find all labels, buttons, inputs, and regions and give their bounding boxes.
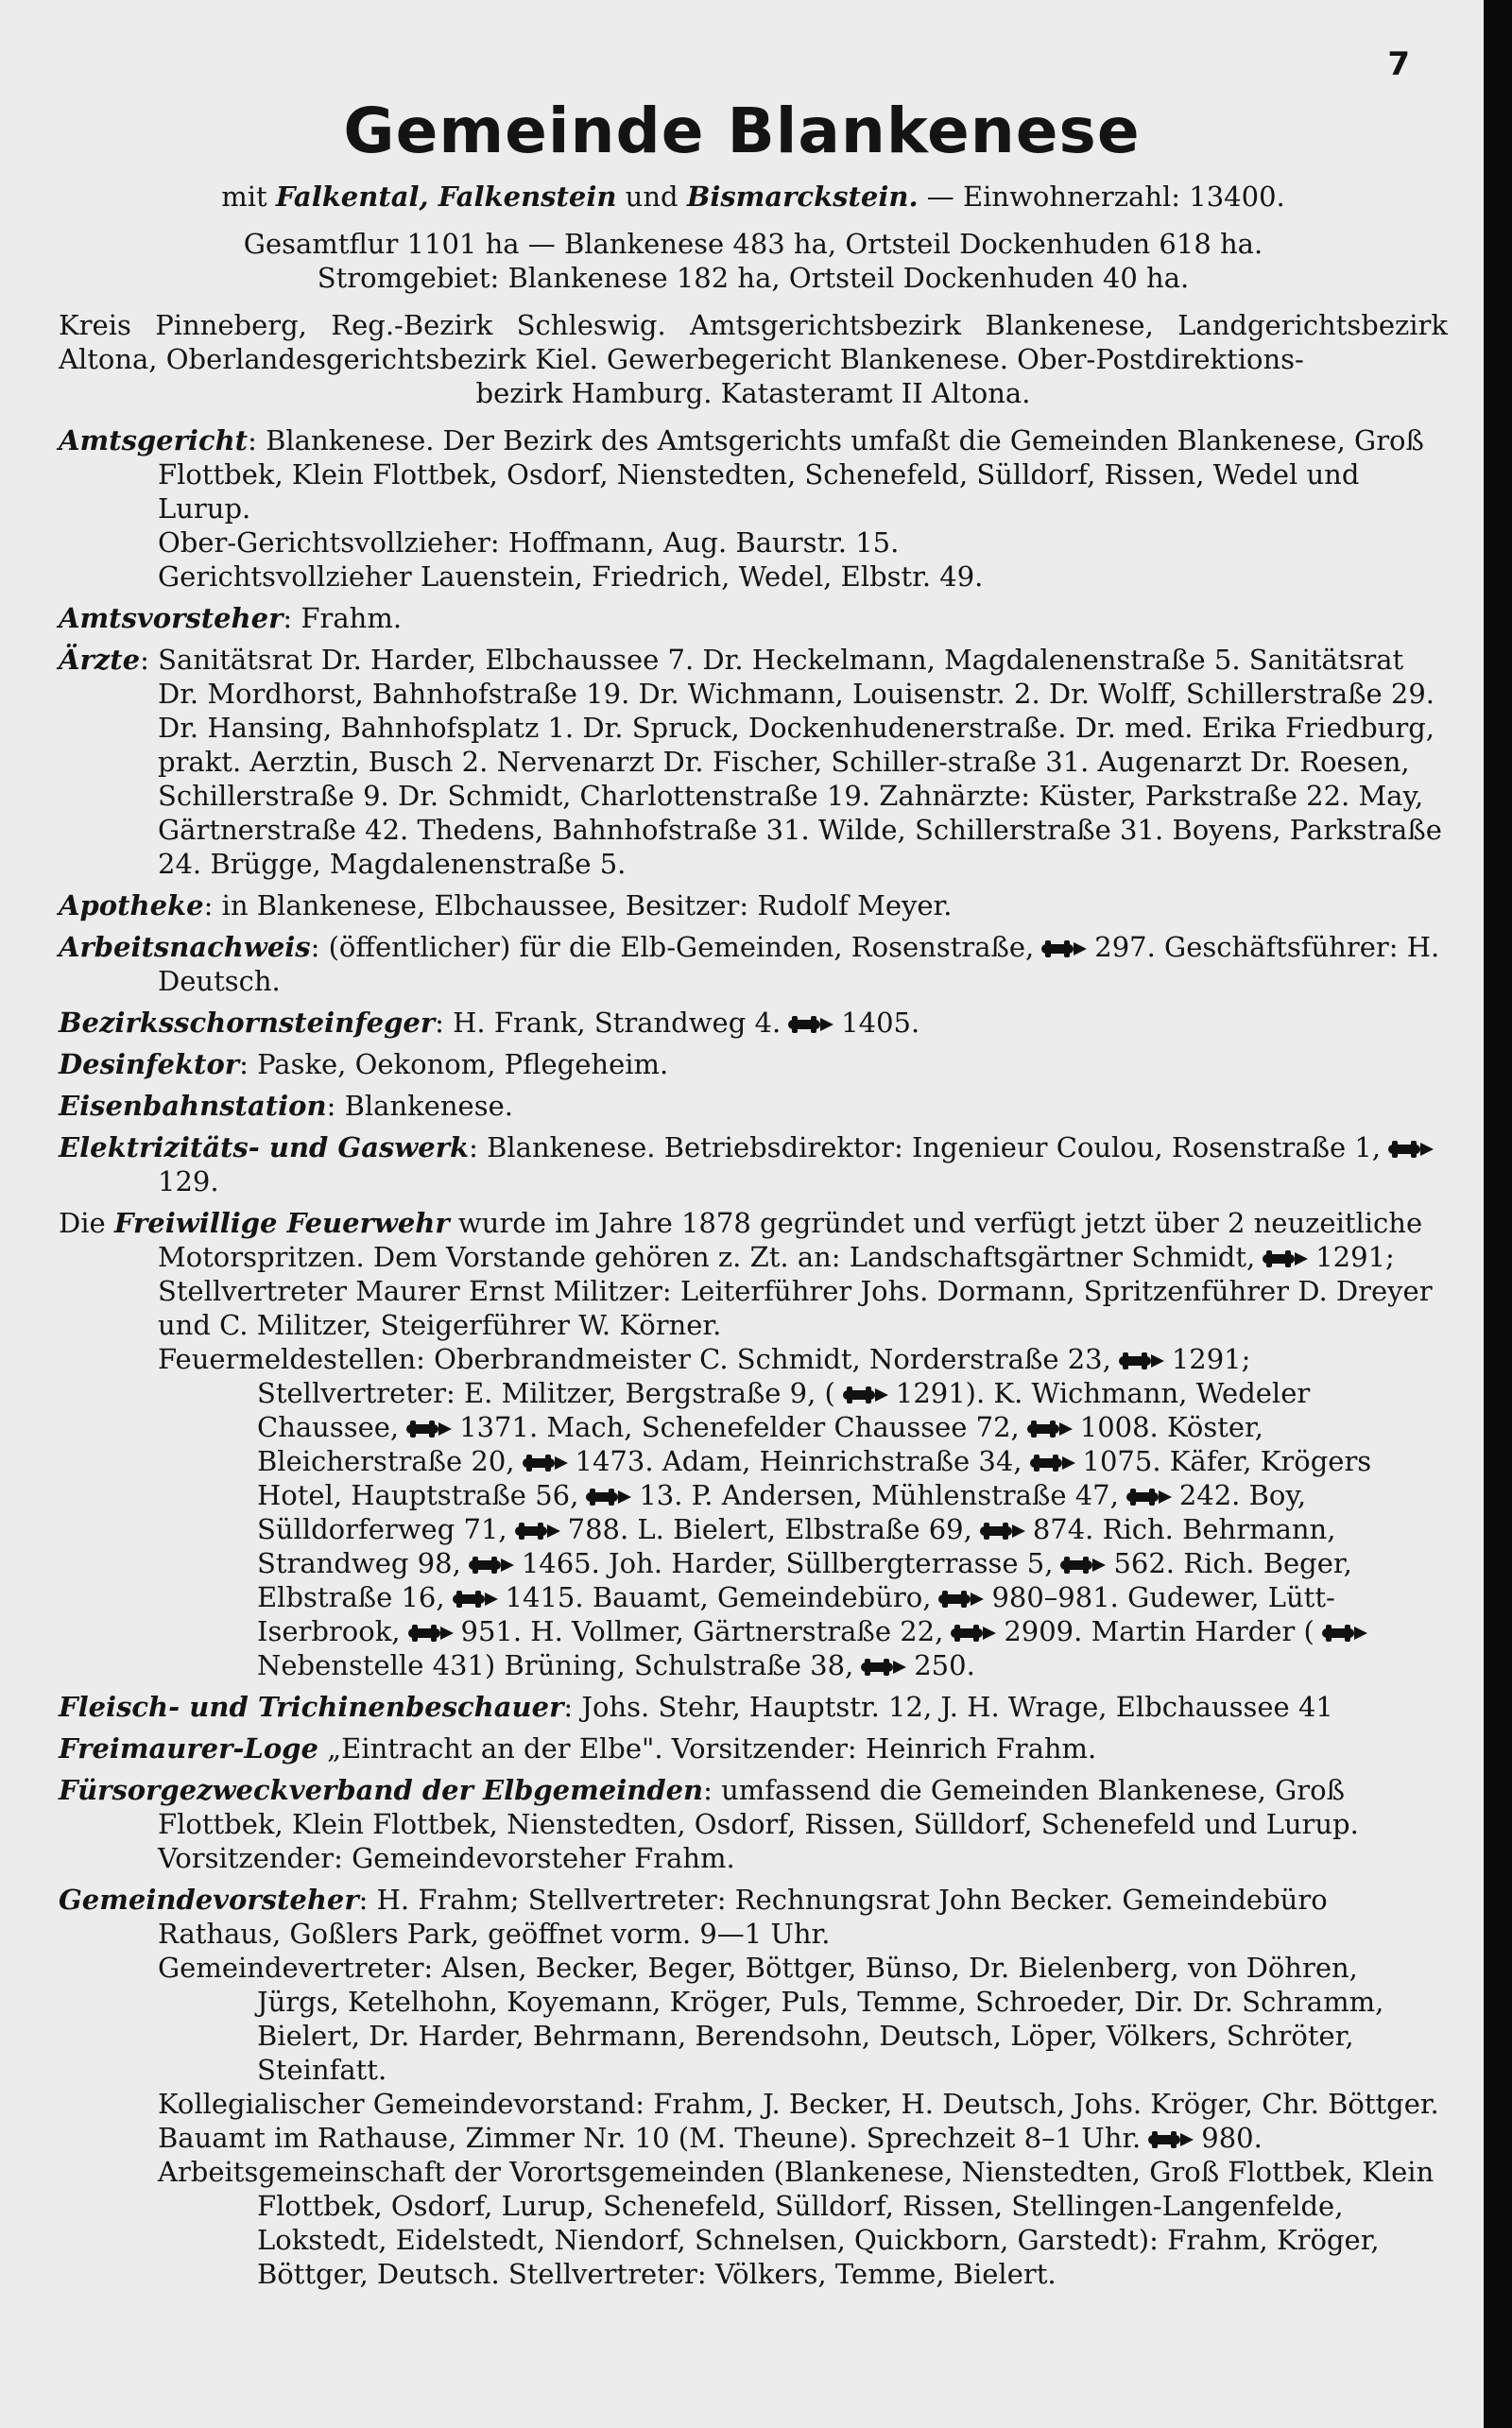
entry-feuermeldestellen — [59, 1342, 1448, 1682]
subtitle-rest: — Einwohnerzahl: 13400. — [918, 181, 1285, 213]
feuermelde-text: Feuermeldestellen: Oberbrandmeister C. Schmidt, Norderstraße 23, — [158, 1343, 1111, 1375]
feuermelde-text: 250. — [914, 1649, 975, 1681]
feuermelde-text: Nebenstelle 431) Brüning, Schulstraße 38, — [257, 1649, 854, 1681]
text-arbeitsnachweis-2: 297. Geschäftsführer: H. Deutsch. — [158, 931, 1440, 997]
telephone-icon — [521, 1454, 570, 1472]
amtsgericht-gv: Gerichtsvollzieher Lauenstein, Friedrich, Wedel, Elbstr. 49. — [158, 560, 984, 593]
subtitle-und: und — [616, 181, 687, 213]
text-feuerwehr-pre: Die — [59, 1207, 114, 1239]
feuermelde-text: 951. H. Vollmer, Gärtnerstraße 22, — [460, 1615, 944, 1647]
subtitle-bismarck: Bismarckstein. — [686, 181, 919, 213]
label-desinfektor: Desinfektor — [59, 1048, 240, 1080]
flur-line2: Stromgebiet: Blankenese 182 ha, Ortsteil Dockenhuden 40 ha. — [317, 262, 1190, 294]
telephone-icon — [1125, 1488, 1174, 1507]
text-desinfektor: : Paske, Oekonom, Pflegeheim. — [239, 1048, 669, 1080]
text-loge: „Eintracht an der Elbe". Vorsitzender: Heinrich Frahm. — [318, 1732, 1097, 1765]
telephone-icon — [1025, 1420, 1074, 1438]
telephone-icon — [978, 1522, 1027, 1541]
arbeitsgemeinschaft: Arbeitsgemeinschaft der Vorortsgemeinden (Blankenese, Nienstedten, Groß Flottbek, Klein Flottbek, Osdorf, Lurup, Schenefeld, Sülldorf, Rissen, Stellingen-Langenfelde, Lokstedt, Eidelstedt, Niendorf, Schnelsen, Quickborn, Garstedt): Frahm, Kröger, Böttger, Deutsch. Stellvertreter: Völkers, Temme, Bielert. — [158, 2156, 1435, 2290]
entry-amtsgericht — [59, 423, 1448, 525]
telephone-icon — [859, 1658, 908, 1677]
bauamt — [59, 2121, 1448, 2155]
entry-fleisch — [59, 1690, 1448, 1724]
label-loge: Freimaurer-Loge — [59, 1732, 318, 1765]
feuermelde-text: 1465. Joh. Harder, Süllbergterrasse 5, — [521, 1547, 1054, 1579]
telephone-icon — [467, 1556, 516, 1575]
feuermelde-text: 1291). K. Wichmann, Wedeler Chaussee, — [257, 1377, 1311, 1443]
text-eisenbahn: : Blankenese. — [326, 1090, 513, 1122]
telephone-icon — [1040, 939, 1089, 958]
entry-schornsteinfeger — [59, 1006, 1448, 1040]
feuermelde-text: 1415. Bauamt, Gemeindebüro, — [505, 1581, 932, 1613]
telephone-icon — [406, 1624, 455, 1643]
text-gemeindevorsteher: : H. Frahm; Stellvertreter: Rechnungsrat John Becker. Gemeindebüro Rathaus, Goßlers Park, geöffnet vorm. 9—1 Uhr. — [158, 1884, 1328, 1950]
telephone-icon — [1386, 1140, 1435, 1159]
entry-amtsvorsteher — [59, 601, 1448, 635]
telephone-icon — [1146, 2130, 1195, 2149]
kreis-text: Kreis Pinneberg, Reg.-Bezirk Schleswig. Amtsgerichtsbezirk Blankenese, Landgerichtsbezirk Altona, Oberlandesgerichtsbezirk Kiel. Gewerbegericht Blankenese. Ober-Postdirektions- — [59, 309, 1448, 375]
telephone-icon — [404, 1420, 454, 1438]
text-feuerwehr-1: wurde im Jahre 1878 gegründet und verfügt jetzt über 2 neuzeitliche Motorspritzen. Dem Vorstande gehören z. Zt. an: Landschaftsgärtner Schmidt, — [158, 1207, 1423, 1273]
text-elektrizitaet-1: : Blankenese. Betriebsdirektor: Ingenieur Coulou, Rosenstraße 1, — [469, 1131, 1381, 1163]
amtsgericht-obergv: Ober-Gerichtsvollzieher: Hoffmann, Aug. Baurstr. 15. — [158, 526, 900, 559]
entry-desinfektor — [59, 1047, 1448, 1081]
feuermelde-text: 562. Rich. Beger, Elbstraße 16, — [257, 1547, 1352, 1613]
text-amtsvorsteher: : Frahm. — [283, 602, 403, 634]
telephone-icon — [1058, 1556, 1108, 1575]
text-schornsteinfeger-2: 1405. — [841, 1007, 920, 1039]
telephone-icon — [1117, 1352, 1166, 1370]
subtitle-pre: mit — [221, 181, 276, 213]
gemeindevertreter: Gemeindevertreter: Alsen, Becker, Beger, Böttger, Bünso, Dr. Bielenberg, von Döhren, Jürgs, Ketelhohn, Koyemann, Kröger, Puls, Temme, Schroeder, Dir. Dr. Schramm, Bielert, Dr. Harder, Behrmann, Berendsohn, Deutsch, Löper, Völkers, Schröter, Steinfatt. — [158, 1952, 1384, 2086]
label-apotheke: Apotheke — [59, 889, 204, 921]
telephone-icon — [584, 1488, 633, 1507]
label-aerzte: Ärzte — [59, 644, 141, 676]
feuermelde-text: 2909. Martin Harder ( — [1004, 1615, 1314, 1647]
entry-apotheke — [59, 888, 1448, 922]
telephone-icon — [1320, 1624, 1369, 1643]
label-amtsvorsteher: Amtsvorsteher — [59, 602, 284, 634]
text-schornsteinfeger-1: : H. Frank, Strandweg 4. — [435, 1007, 782, 1039]
text-fuersorge: : umfassend die Gemeinden Blankenese, Groß Flottbek, Klein Flottbek, Nienstedten, Osdorf, Rissen, Sülldorf, Schenefeld und Lurup. Vorsitzender: Gemeindevorsteher Frahm. — [158, 1774, 1359, 1874]
feuermelde-text: 1291; Stellvertreter: E. Militzer, Bergstraße 9, ( — [257, 1343, 1251, 1409]
page-number: 7 — [1387, 45, 1410, 83]
entry-arbeitsnachweis — [59, 930, 1448, 998]
feuermelde-text: 788. L. Bielert, Elbstraße 69, — [567, 1513, 972, 1545]
entry-elektrizitaet — [59, 1130, 1448, 1198]
telephone-icon — [936, 1590, 986, 1609]
label-eisenbahn: Eisenbahnstation — [59, 1090, 327, 1122]
label-schornsteinfeger: Bezirksschornsteinfeger — [59, 1007, 436, 1039]
document-body — [59, 180, 1448, 2291]
label-gemeindevorsteher: Gemeindevorsteher — [59, 1884, 359, 1916]
text-elektrizitaet-2: 129. — [158, 1165, 219, 1197]
page-title: Gemeinde Blankenese — [343, 95, 1141, 167]
label-fleisch: Fleisch- und Trichinenbeschauer — [59, 1691, 564, 1723]
telephone-icon — [786, 1015, 835, 1034]
feuermelde-text: 1075. Käfer, Krögers Hotel, Hauptstraße 56, — [257, 1445, 1372, 1511]
telephone-icon — [1261, 1249, 1310, 1268]
text-aerzte: : Sanitätsrat Dr. Harder, Elbchaussee 7. Dr. Heckelmann, Magdalenenstraße 5. Sanitätsrat Dr. Mordhorst, Bahnhofstraße 19. Dr. Wichmann, Louisenstr. 2. Dr. Wolff, Schillerstraße 29. Dr. Hansing, Bahnhofsplatz 1. Dr. Spruck, Dockenhudenerstraße. Dr. med. Erika Friedburg, prakt. Aerztin, Busch 2. Nervenarzt Dr. Fischer, Schiller-straße 31. Augenarzt Dr. Roesen, Schillerstraße 9. Dr. Schmidt, Charlottenstraße 19. Zahnärzte: Küster, Parkstraße 22. May, Gärtnerstraße 42. Thedens, Bahnhofstraße 31. Wilde, Schillerstraße 31. Boyens, Parkstraße 24. Brügge, Magdalenenstraße 5. — [140, 644, 1442, 880]
gemeindevorstand: Kollegialischer Gemeindevorstand: Frahm, J. Becker, H. Deutsch, Johs. Kröger, Chr. Böttger. — [158, 2088, 1439, 2120]
entry-eisenbahn — [59, 1089, 1448, 1123]
label-elektrizitaet: Elektrizitäts- und Gaswerk — [59, 1131, 470, 1163]
telephone-icon — [949, 1624, 998, 1643]
text-arbeitsnachweis-1: : (öffentlicher) für die Elb-Gemeinden, Rosenstraße, — [310, 931, 1035, 963]
subtitle — [59, 180, 1448, 214]
text-apotheke: : in Blankenese, Elbchaussee, Besitzer: Rudolf Meyer. — [203, 889, 953, 921]
telephone-icon — [841, 1386, 890, 1404]
entry-feuerwehr — [59, 1206, 1448, 1342]
entry-fuersorge — [59, 1773, 1448, 1875]
feuermelde-text: 980–981. Gudewer, Lütt-Iserbrook, — [257, 1581, 1335, 1647]
flur-line1: Gesamtflur 1101 ha — Blankenese 483 ha, Ortsteil Dockenhuden 618 ha. — [243, 228, 1263, 260]
telephone-icon — [513, 1522, 562, 1541]
entry-aerzte — [59, 643, 1448, 881]
feuermelde-text: 874. Rich. Behrmann, Strandweg 98, — [257, 1513, 1336, 1579]
text-bauamt-1: Bauamt im Rathause, Zimmer Nr. 10 (M. Theune). Sprechzeit 8–1 Uhr. — [158, 2122, 1142, 2154]
text-feuerwehr-2: 1291; Stellvertreter Maurer Ernst Militzer: Leiterführer Johs. Dormann, Spritzenführer D. Dreyer und C. Militzer, Steigerführer W. Körner. — [158, 1241, 1433, 1341]
telephone-icon — [1028, 1454, 1077, 1472]
telephone-icon — [451, 1590, 500, 1609]
feuermelde-text: 1371. Mach, Schenefelder Chaussee 72, — [459, 1411, 1020, 1443]
text-amtsgericht: : Blankenese. Der Bezirk des Amtsgerichts umfaßt die Gemeinden Blankenese, Groß Flottbek, Klein Flottbek, Osdorf, Nienstedten, Schenefeld, Sülldorf, Rissen, Wedel und Lurup. — [158, 424, 1424, 525]
text-fleisch: : Johs. Stehr, Hauptstr. 12, J. H. Wrage, Elbchaussee 41 — [563, 1691, 1333, 1723]
label-fuersorge: Fürsorgezweckverband der Elbgemeinden — [59, 1774, 704, 1806]
feuermelde-text: 13. P. Andersen, Mühlenstraße 47, — [639, 1479, 1119, 1511]
label-arbeitsnachweis: Arbeitsnachweis — [59, 931, 311, 963]
feuermelde-text: 1473. Adam, Heinrichstraße 34, — [575, 1445, 1022, 1477]
entry-gemeindevorsteher — [59, 1883, 1448, 1951]
feuermelde-text: 242. Boy, Sülldorferweg 71, — [257, 1479, 1307, 1545]
label-amtsgericht: Amtsgericht — [59, 424, 249, 456]
label-feuerwehr: Freiwillige Feuerwehr — [113, 1207, 450, 1239]
entry-loge — [59, 1731, 1448, 1765]
text-bauamt-2: 980. — [1201, 2122, 1263, 2154]
subtitle-places: Falkental, Falkenstein — [275, 181, 617, 213]
kreis-last: bezirk Hamburg. Katasteramt II Altona. — [475, 377, 1031, 409]
feuermelde-text: 1008. Köster, Bleicherstraße 20, — [257, 1411, 1263, 1477]
